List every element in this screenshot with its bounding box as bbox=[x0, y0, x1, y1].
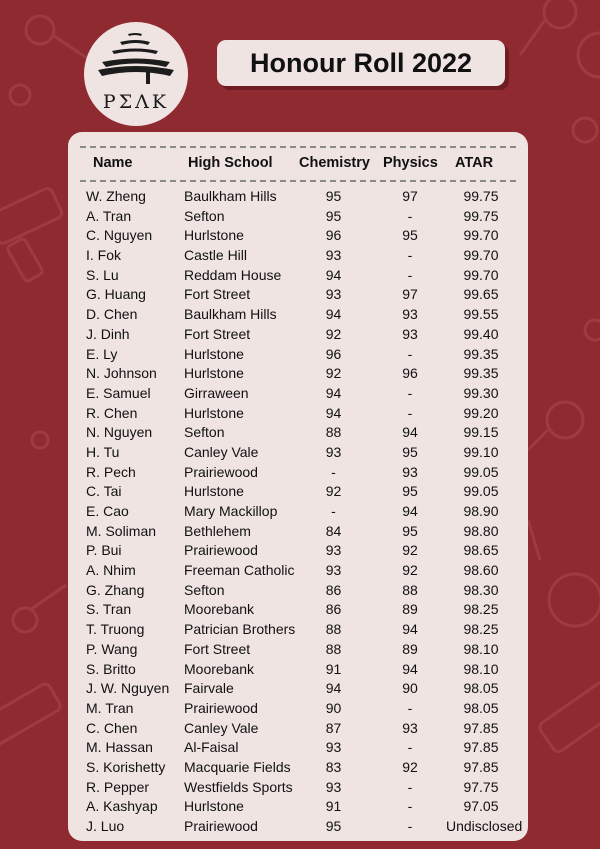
cell-name: G. Zhang bbox=[86, 581, 145, 598]
cell-atar: 98.60 bbox=[463, 562, 499, 579]
cell-physics: 90 bbox=[402, 680, 418, 697]
cell-physics: 95 bbox=[402, 443, 418, 460]
cell-atar: 98.25 bbox=[463, 601, 499, 618]
cell-chemistry: 94 bbox=[325, 404, 342, 421]
cell-atar: 99.05 bbox=[463, 483, 499, 500]
table-row bbox=[68, 187, 528, 207]
cell-atar: 98.10 bbox=[463, 660, 499, 677]
cell-physics: - bbox=[407, 384, 413, 401]
cell-school: Hurlstone bbox=[184, 365, 244, 382]
logo-text: ΡΣΛΚ bbox=[102, 91, 170, 113]
cell-name: J. Luo bbox=[86, 818, 125, 834]
cell-name: W. Zheng bbox=[86, 188, 146, 204]
cell-atar: 98.05 bbox=[463, 680, 499, 697]
cell-physics: - bbox=[407, 207, 413, 224]
cell-atar: 97.75 bbox=[463, 778, 499, 795]
table-row bbox=[68, 384, 528, 404]
cell-atar: 99.40 bbox=[463, 325, 499, 342]
cell-name: P. Wang bbox=[86, 640, 138, 657]
cell-name: M. Tran bbox=[86, 699, 134, 716]
table-row bbox=[68, 266, 528, 286]
table-row bbox=[68, 738, 528, 758]
column-header-school: High School bbox=[188, 155, 273, 171]
cell-atar: 98.80 bbox=[463, 522, 499, 539]
cell-chemistry: 94 bbox=[325, 680, 342, 697]
cell-school: Moorebank bbox=[184, 601, 255, 618]
cell-physics: 94 bbox=[402, 621, 418, 638]
cell-chemistry: 96 bbox=[325, 345, 342, 362]
cell-chemistry: 93 bbox=[325, 443, 342, 460]
cell-physics: 95 bbox=[402, 227, 418, 244]
cell-physics: - bbox=[407, 739, 413, 756]
cell-name: H. Tu bbox=[86, 443, 120, 460]
cell-physics: - bbox=[407, 345, 413, 362]
table-row bbox=[68, 345, 528, 365]
cell-physics: - bbox=[407, 266, 413, 283]
cell-chemistry: - bbox=[331, 503, 336, 519]
table-row bbox=[68, 660, 528, 680]
cell-name: C. Tai bbox=[86, 483, 122, 500]
cell-name: R. Pepper bbox=[86, 778, 150, 795]
cell-school: Prairiewood bbox=[184, 818, 258, 834]
cell-school: Girraween bbox=[184, 384, 249, 401]
cell-school: Bethlehem bbox=[184, 522, 251, 539]
cell-school: Hurlstone bbox=[184, 404, 244, 421]
cell-school: Baulkham Hills bbox=[184, 188, 277, 204]
cell-school: Sefton bbox=[184, 207, 225, 224]
cell-chemistry: 92 bbox=[325, 325, 342, 342]
cell-name: R. Chen bbox=[86, 404, 138, 421]
header-divider-top bbox=[80, 146, 516, 148]
cell-school: Baulkham Hills bbox=[184, 306, 277, 323]
cell-physics: 97 bbox=[402, 188, 418, 204]
cell-name: S. Lu bbox=[86, 266, 119, 283]
cell-physics: 94 bbox=[402, 503, 418, 519]
cell-physics: 97 bbox=[402, 286, 418, 303]
cell-name: N. Nguyen bbox=[86, 424, 153, 441]
cell-physics: 96 bbox=[402, 365, 418, 382]
cell-name: S. Britto bbox=[86, 660, 136, 677]
cell-school: Prairiewood bbox=[184, 542, 258, 559]
cell-name: C. Chen bbox=[86, 719, 138, 736]
header-divider-bottom bbox=[80, 180, 516, 182]
cell-physics: 88 bbox=[402, 581, 418, 598]
table-row bbox=[68, 364, 528, 384]
cell-school: Fort Street bbox=[184, 286, 251, 303]
cell-name: C. Nguyen bbox=[86, 227, 153, 244]
table-row bbox=[68, 679, 528, 699]
cell-atar: 99.75 bbox=[463, 207, 499, 224]
cell-physics: 89 bbox=[402, 640, 418, 657]
cell-atar: 99.70 bbox=[463, 266, 499, 283]
cell-school: Prairiewood bbox=[184, 463, 258, 480]
cell-chemistry: 95 bbox=[325, 818, 342, 834]
table-body bbox=[68, 187, 528, 837]
table-row bbox=[68, 246, 528, 266]
cell-school: Westfields Sports bbox=[184, 778, 293, 795]
title-banner bbox=[217, 40, 505, 86]
table-row bbox=[68, 699, 528, 719]
cell-name: M. Soliman bbox=[86, 522, 157, 539]
table-row bbox=[68, 482, 528, 502]
table-row bbox=[68, 620, 528, 640]
cell-chemistry: 87 bbox=[325, 719, 342, 736]
cell-school: Hurlstone bbox=[184, 483, 244, 500]
page-title: Honour Roll 2022 bbox=[249, 47, 473, 78]
cell-school: Fort Street bbox=[184, 640, 251, 657]
cell-physics: - bbox=[407, 818, 413, 834]
cell-chemistry: 94 bbox=[325, 266, 342, 283]
cell-chemistry: 91 bbox=[325, 798, 342, 815]
cell-school: Moorebank bbox=[184, 660, 255, 677]
cell-name: N. Johnson bbox=[86, 365, 157, 382]
cell-atar: 99.30 bbox=[463, 384, 499, 401]
table-row bbox=[68, 285, 528, 305]
cell-physics: 93 bbox=[402, 325, 418, 342]
cell-name: A. Nhim bbox=[86, 562, 136, 579]
cell-school: Prairiewood bbox=[184, 699, 258, 716]
honour-roll-table bbox=[68, 132, 528, 841]
cell-atar: 98.25 bbox=[463, 621, 499, 638]
cell-school: Canley Vale bbox=[184, 719, 259, 736]
cell-chemistry: 88 bbox=[325, 621, 342, 638]
table-row bbox=[68, 423, 528, 443]
cell-name: S. Korishetty bbox=[86, 758, 166, 775]
cell-physics: 95 bbox=[402, 522, 418, 539]
cell-chemistry: 88 bbox=[325, 424, 342, 441]
table-row bbox=[68, 541, 528, 561]
cell-atar: 99.75 bbox=[463, 188, 499, 204]
cell-chemistry: 91 bbox=[325, 660, 342, 677]
table-row bbox=[68, 404, 528, 424]
table-row bbox=[68, 207, 528, 227]
table-row bbox=[68, 581, 528, 601]
column-header-atar: ATAR bbox=[455, 155, 494, 171]
cell-school: Fairvale bbox=[184, 680, 234, 697]
cell-atar: 99.35 bbox=[463, 345, 499, 362]
cell-school: Macquarie Fields bbox=[184, 758, 291, 775]
cell-school: Al-Faisal bbox=[184, 739, 239, 756]
cell-school: Sefton bbox=[184, 424, 225, 441]
table-row bbox=[68, 600, 528, 620]
cell-atar: 99.10 bbox=[463, 443, 499, 460]
cell-atar: 98.30 bbox=[463, 581, 499, 598]
cell-name: G. Huang bbox=[86, 286, 146, 303]
cell-physics: 92 bbox=[402, 542, 418, 559]
cell-chemistry: 86 bbox=[325, 601, 342, 618]
cell-name: J. Dinh bbox=[86, 325, 130, 342]
cell-atar: 97.85 bbox=[463, 739, 499, 756]
cell-atar: 99.35 bbox=[463, 365, 499, 382]
cell-name: A. Kashyap bbox=[86, 798, 158, 815]
column-header-physics: Physics bbox=[383, 155, 438, 171]
cell-physics: 93 bbox=[402, 306, 418, 323]
column-header-name: Name bbox=[93, 155, 133, 171]
cell-physics: 92 bbox=[402, 562, 418, 579]
table-row bbox=[68, 640, 528, 660]
table-row bbox=[68, 522, 528, 542]
table-row bbox=[68, 325, 528, 345]
cell-chemistry: 93 bbox=[325, 562, 342, 579]
cell-atar: 98.90 bbox=[463, 503, 499, 519]
cell-atar: 99.70 bbox=[463, 227, 499, 244]
cell-school: Castle Hill bbox=[184, 247, 248, 264]
cell-chemistry: - bbox=[331, 463, 336, 480]
table-row bbox=[68, 561, 528, 581]
cell-chemistry: 94 bbox=[325, 306, 342, 323]
cell-atar: 99.15 bbox=[463, 424, 499, 441]
cell-physics: - bbox=[407, 247, 413, 264]
cell-school: Hurlstone bbox=[184, 345, 244, 362]
cell-chemistry: 90 bbox=[325, 699, 342, 716]
cell-name: E. Samuel bbox=[86, 384, 151, 401]
cell-chemistry: 93 bbox=[325, 247, 342, 264]
table-row bbox=[68, 719, 528, 739]
cell-atar: Undisclosed bbox=[446, 818, 523, 834]
peak-logo bbox=[84, 22, 188, 126]
table-row bbox=[68, 226, 528, 246]
cell-physics: - bbox=[407, 798, 413, 815]
cell-physics: 92 bbox=[402, 758, 418, 775]
cell-chemistry: 93 bbox=[325, 739, 342, 756]
cell-physics: 94 bbox=[402, 424, 418, 441]
cell-school: Hurlstone bbox=[184, 798, 244, 815]
cell-school: Sefton bbox=[184, 581, 225, 598]
cell-name: M. Hassan bbox=[86, 739, 153, 756]
cell-name: E. Ly bbox=[86, 345, 118, 362]
cell-chemistry: 93 bbox=[325, 778, 342, 795]
cell-school: Canley Vale bbox=[184, 443, 259, 460]
cell-name: I. Fok bbox=[86, 247, 122, 264]
cell-chemistry: 95 bbox=[325, 188, 342, 204]
cell-physics: 94 bbox=[402, 660, 418, 677]
table-row bbox=[68, 758, 528, 778]
cell-name: A. Tran bbox=[86, 207, 132, 224]
cell-physics: - bbox=[407, 404, 413, 421]
cell-chemistry: 93 bbox=[325, 542, 342, 559]
cell-chemistry: 88 bbox=[325, 640, 342, 657]
cell-atar: 99.55 bbox=[463, 306, 499, 323]
cell-name: P. Bui bbox=[86, 542, 122, 559]
cell-physics: 89 bbox=[402, 601, 418, 618]
cell-name: T. Truong bbox=[86, 621, 145, 638]
cell-chemistry: 84 bbox=[325, 522, 342, 539]
cell-school: Reddam House bbox=[184, 266, 282, 283]
cell-atar: 98.05 bbox=[463, 699, 499, 716]
cell-atar: 97.85 bbox=[463, 758, 499, 775]
cell-atar: 98.65 bbox=[463, 542, 499, 559]
cell-school: Fort Street bbox=[184, 325, 251, 342]
cell-name: D. Chen bbox=[86, 306, 138, 323]
cell-school: Mary Mackillop bbox=[184, 503, 278, 519]
cell-chemistry: 83 bbox=[325, 758, 342, 775]
cell-name: S. Tran bbox=[86, 601, 132, 618]
cell-atar: 97.05 bbox=[463, 798, 499, 815]
cell-chemistry: 92 bbox=[325, 365, 342, 382]
cell-atar: 99.05 bbox=[463, 463, 499, 480]
table-row bbox=[68, 817, 528, 837]
table-row bbox=[68, 305, 528, 325]
cell-physics: - bbox=[407, 699, 413, 716]
cell-atar: 98.10 bbox=[463, 640, 499, 657]
cell-physics: 93 bbox=[402, 463, 418, 480]
cell-chemistry: 94 bbox=[325, 384, 342, 401]
cell-atar: 99.65 bbox=[463, 286, 499, 303]
cell-name: R. Pech bbox=[86, 463, 136, 480]
table-row bbox=[68, 443, 528, 463]
table-row bbox=[68, 778, 528, 798]
cell-name: E. Cao bbox=[86, 503, 129, 519]
cell-chemistry: 92 bbox=[325, 483, 342, 500]
cell-chemistry: 86 bbox=[325, 581, 342, 598]
cell-chemistry: 95 bbox=[325, 207, 342, 224]
column-header-chemistry: Chemistry bbox=[299, 155, 370, 171]
cell-chemistry: 93 bbox=[325, 286, 342, 303]
cell-atar: 99.70 bbox=[463, 247, 499, 264]
cell-physics: 95 bbox=[402, 483, 418, 500]
cell-atar: 99.20 bbox=[463, 404, 499, 421]
cell-chemistry: 96 bbox=[325, 227, 342, 244]
cell-physics: 93 bbox=[402, 719, 418, 736]
table-row bbox=[68, 502, 528, 522]
cell-school: Patrician Brothers bbox=[184, 621, 296, 638]
cell-atar: 97.85 bbox=[463, 719, 499, 736]
cell-school: Hurlstone bbox=[184, 227, 244, 244]
table-row bbox=[68, 463, 528, 483]
table-row bbox=[68, 797, 528, 817]
cell-name: J. W. Nguyen bbox=[86, 680, 170, 697]
cell-physics: - bbox=[407, 778, 413, 795]
cell-school: Freeman Catholic bbox=[184, 562, 295, 579]
